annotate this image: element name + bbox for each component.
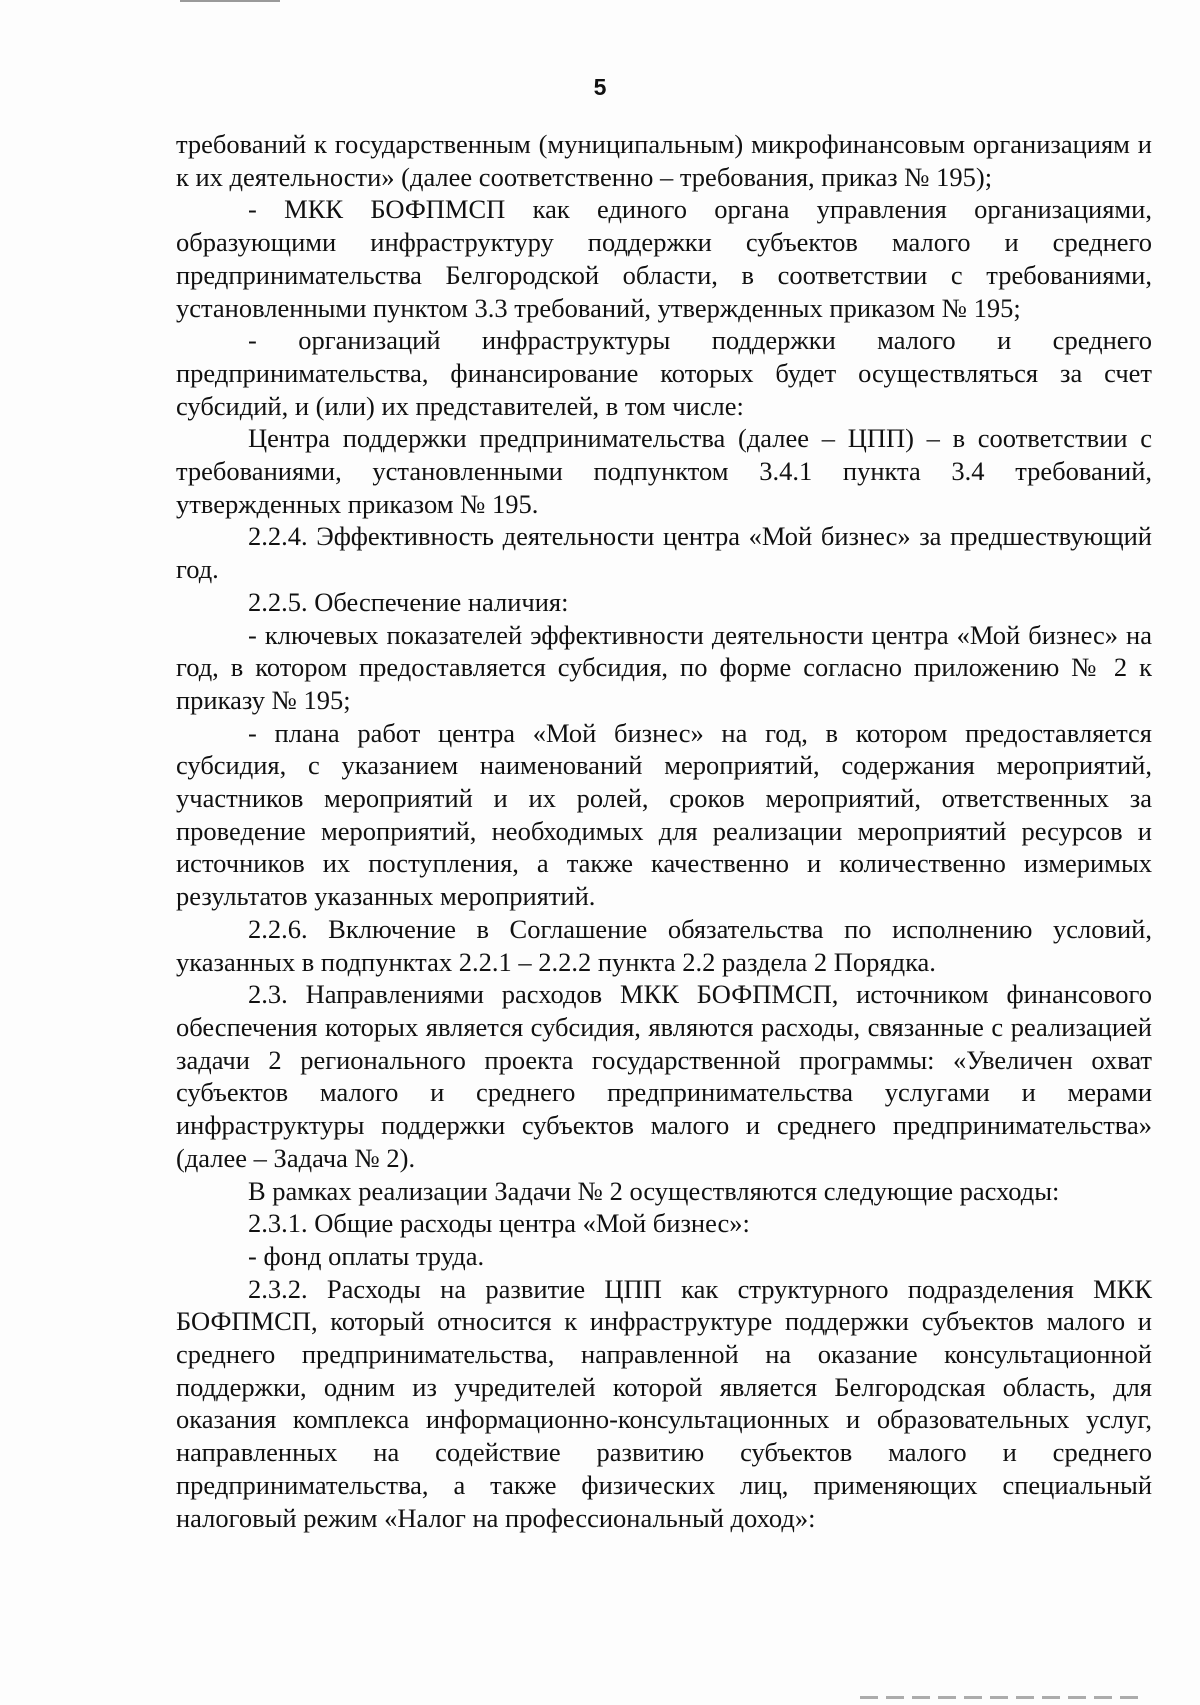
document-body: [176, 128, 1152, 1534]
paragraph-task-2-expenses: В рамках реализации Задачи № 2 осуществляются следующие расходы:: [248, 1175, 1060, 1206]
paragraph-2-2-6: 2.2.6. Включение в Соглашение обязательства по исполнению условий, указанных в подпунктах 2.2.1 – 2.2.2 пункта 2.2 раздела 2 Порядка.: [176, 913, 1152, 977]
paragraph-2-2-5: 2.2.5. Обеспечение наличия:: [248, 586, 569, 617]
paragraph-key-indicators: - ключевых показателей эффективности деятельности центра «Мой бизнес» на год, в котором предоставляется субсидия, по форме согласно приложению № 2 к приказу № 195;: [176, 619, 1152, 715]
paragraph-mkk-bofpmsp: - МКК БОФПМСП как единого органа управления организациями, образующими инфраструктуру поддержки субъектов малого и среднего предпринимательства Белгородской области, в соответствии с требованиями, установленными пунктом 3.3 требований, утвержденных приказом № 195;: [176, 194, 1152, 323]
paragraph-2-2-4: 2.2.4. Эффективность деятельности центра «Мой бизнес» за предшествующий год.: [176, 521, 1152, 585]
paragraph-2-3-2: 2.3.2. Расходы на развитие ЦПП как структурного подразделения МКК БОФПМСП, который относится к инфраструктуре поддержки субъектов малого и среднего предпринимательства, направленной на оказание консультационной поддержки, одним из учредителей которой является Белгородская область, для оказания комплекса информационно-консультационных и образовательных услуг, направленных на содействие развитию субъектов малого и среднего предпринимательства, а также физических лиц, применяющих специальный налоговый режим «Налог на профессиональный доход»:: [176, 1273, 1152, 1533]
paragraph-payroll: - фонд оплаты труда.: [248, 1240, 485, 1271]
scan-artifact-top: [180, 0, 280, 2]
paragraph-work-plan: - плана работ центра «Мой бизнес» на год, в котором предоставляется субсидия, с указанием наименований мероприятий, содержания мероприятий, участников мероприятий и их ролей, сроков мероприятий, ответственных за проведение мероприятий, необходимых для реализации мероприятий ресурсов и источников их поступления, а также качественно и количественно измеримых результатов указанных мероприятий.: [176, 717, 1152, 912]
paragraph-2-3-1: 2.3.1. Общие расходы центра «Мой бизнес»:: [248, 1208, 750, 1239]
scan-artifact-bottom: [860, 1696, 1140, 1699]
paragraph-infrastructure-orgs: - организаций инфраструктуры поддержки малого и среднего предпринимательства, финансирование которых будет осуществляться за счет субсидий, и (или) их представителей, в том числе:: [176, 325, 1152, 421]
paragraph-2-3: 2.3. Направлениями расходов МКК БОФПМСП, источником финансового обеспечения которых является субсидия, являются расходы, связанные с реализацией задачи 2 регионального проекта государственной программы: «Увеличен охват субъектов малого и среднего предпринимательства услугами и мерами инфраструктуры поддержки субъектов малого и среднего предпринимательства» (далее – Задача № 2).: [176, 979, 1152, 1173]
page-number: 5: [593, 74, 607, 100]
paragraph-cpp: Центра поддержки предпринимательства (далее – ЦПП) – в соответствии с требованиями, установленными подпунктом 3.4.1 пункта 3.4 требований, утвержденных приказом № 195.: [176, 423, 1152, 519]
paragraph-continuation: требований к государственным (муниципальным) микрофинансовым организациям и к их деятельности» (далее соответственно – требования, приказ № 195);: [176, 129, 1152, 192]
